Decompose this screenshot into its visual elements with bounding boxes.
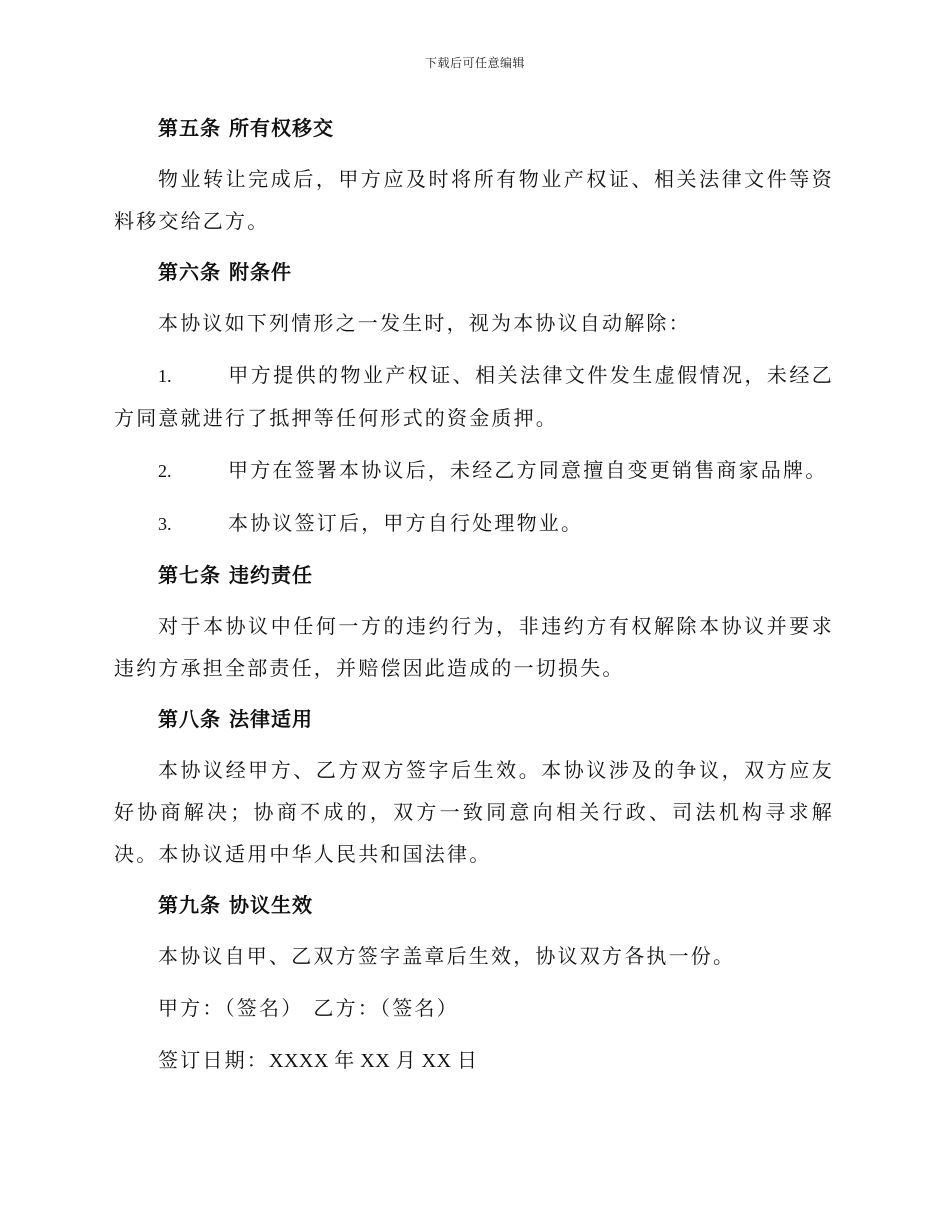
- section-title-5: 第五条 所有权移交: [158, 116, 334, 140]
- list-item-text: 甲方提供的物业产权证、相关法律文件发生虚假情况，未经乙方同意就进行了抵押等任何形式的资金质押。: [114, 363, 834, 430]
- section-title-9: 第九条 协议生效: [158, 893, 313, 917]
- section-title-7: 第七条 违约责任: [158, 563, 313, 587]
- signature-line: [114, 987, 834, 1029]
- section-title-6: 第六条 附条件: [158, 260, 292, 284]
- section-5-paragraph: 物业转让完成后，甲方应及时将所有物业产权证、相关法律文件等资料移交给乙方。: [114, 167, 834, 233]
- document-body: [114, 108, 834, 1092]
- list-item: [114, 449, 834, 492]
- signing-date-label: 签订日期：: [158, 1048, 269, 1072]
- list-item-number: 1.: [158, 366, 172, 386]
- party-a-signature: 甲方：（签名）: [158, 996, 304, 1020]
- section-9-paragraph: 本协议自甲、乙双方签字盖章后生效，协议双方各执一份。: [158, 944, 736, 968]
- list-item-number: 3.: [158, 514, 172, 534]
- header-note: 下载后可任意编辑: [424, 56, 525, 70]
- list-item-number: 2.: [158, 461, 172, 481]
- section-8-paragraph: 本协议经甲方、乙方双方签字后生效。本协议涉及的争议，双方应友好协商解决；协商不成的，双方一致同意向相关行政、司法机构寻求解决。本协议适用中华人民共和国法律。: [114, 758, 834, 866]
- section-6-paragraph: 本协议如下列情形之一发生时，视为本协议自动解除：: [158, 311, 691, 335]
- list-item-text: 本协议签订后，甲方自行处理物业。: [228, 511, 584, 535]
- list-item: [114, 354, 834, 439]
- section-title-8: 第八条 法律适用: [158, 707, 313, 731]
- list-item-text: 甲方在签署本协议后，未经乙方同意擅自变更销售商家品牌。: [228, 458, 828, 482]
- list-item: [114, 502, 834, 545]
- section-7-paragraph: 对于本协议中任何一方的违约行为，非违约方有权解除本协议并要求违约方承担全部责任，并赔偿因此造成的一切损失。: [114, 614, 834, 680]
- party-b-signature: 乙方：（签名）: [313, 996, 459, 1020]
- signing-date-line: [114, 1039, 834, 1082]
- signing-date-value: XXXX 年 XX 月 XX 日: [269, 1050, 478, 1072]
